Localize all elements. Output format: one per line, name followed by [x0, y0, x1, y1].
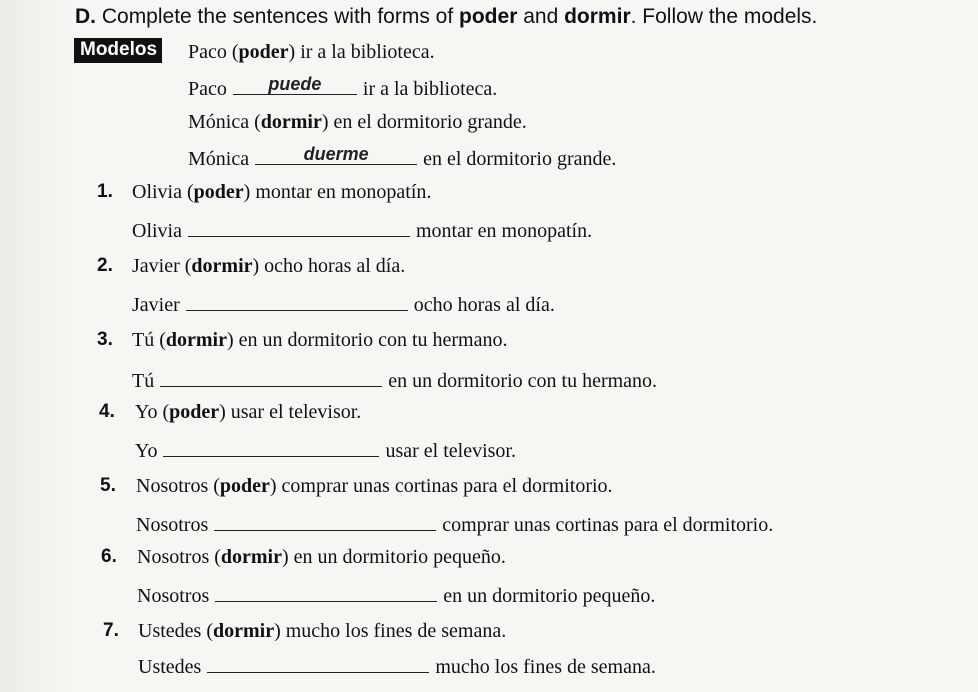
- prompt-before: Olivia (: [132, 181, 194, 203]
- prompt-verb: dormir: [260, 111, 322, 133]
- heading-verb-poder: poder: [459, 5, 518, 28]
- prompt-after: ) ocho horas al día.: [252, 255, 406, 277]
- prompt-verb: poder: [219, 475, 270, 497]
- exercise-5-number: 5.: [100, 475, 116, 496]
- prompt-after: ) en un dormitorio con tu hermano.: [226, 329, 508, 351]
- exercise-2-sentence: [132, 290, 555, 317]
- prompt-before: Ustedes (: [138, 620, 213, 642]
- exercise-4-sentence: [135, 436, 516, 463]
- prompt-before: Tú (: [132, 329, 166, 351]
- model-2-sentence: [188, 144, 616, 171]
- prompt-before: Nosotros (: [137, 546, 221, 568]
- prompt-before: Javier (: [132, 255, 192, 277]
- exercise-6-sentence: [137, 581, 655, 608]
- answer-blank[interactable]: [207, 652, 429, 673]
- answer-blank[interactable]: [233, 74, 357, 95]
- exercise-2-number: 2.: [97, 255, 113, 276]
- prompt-verb: poder: [169, 401, 220, 423]
- exercise-5-prompt: [136, 474, 613, 498]
- prompt-after: ) comprar unas cortinas para el dormitorio.: [269, 475, 613, 497]
- answer-blank[interactable]: [160, 366, 382, 387]
- prompt-after: ) ir a la biblioteca.: [288, 41, 435, 63]
- exercise-heading: [75, 5, 817, 29]
- exercise-6-prompt: [137, 545, 506, 569]
- prompt-before: Yo (: [135, 401, 170, 423]
- sentence-rest: comprar unas cortinas para el dormitorio.: [442, 514, 774, 536]
- answer-blank[interactable]: [214, 510, 436, 531]
- sentence-subject: Paco: [188, 78, 227, 100]
- sentence-subject: Mónica: [188, 148, 250, 170]
- exercise-7-sentence: [138, 652, 656, 679]
- answer-blank[interactable]: [255, 144, 417, 165]
- exercise-1-sentence: [132, 216, 592, 243]
- answer-text: puede: [268, 74, 322, 94]
- prompt-before: Nosotros (: [136, 475, 220, 497]
- prompt-verb: dormir: [165, 329, 227, 351]
- model-1-prompt: [188, 40, 435, 64]
- exercise-7-number: 7.: [103, 620, 119, 641]
- prompt-after: ) en el dormitorio grande.: [321, 111, 527, 133]
- prompt-after: ) montar en monopatín.: [243, 181, 432, 203]
- model-1-sentence: [188, 74, 497, 101]
- answer-blank[interactable]: [163, 436, 379, 457]
- sentence-rest: montar en monopatín.: [416, 220, 593, 242]
- heading-text-after: . Follow the models.: [630, 5, 818, 28]
- answer-text: duerme: [303, 144, 369, 164]
- exercise-1-number: 1.: [97, 181, 113, 202]
- sentence-rest: en un dormitorio con tu hermano.: [388, 370, 658, 392]
- sentence-subject: Nosotros: [136, 514, 209, 536]
- sentence-subject: Olivia: [132, 220, 182, 242]
- sentence-rest: ocho horas al día.: [413, 294, 555, 316]
- answer-blank[interactable]: [215, 581, 437, 602]
- page-shadow: [0, 0, 70, 692]
- exercise-4-number: 4.: [99, 401, 115, 422]
- sentence-subject: Nosotros: [137, 585, 210, 607]
- sentence-rest: mucho los fines de semana.: [435, 656, 656, 678]
- sentence-subject: Javier: [132, 294, 180, 316]
- exercise-4-prompt: [135, 400, 361, 424]
- sentence-rest: en un dormitorio pequeño.: [443, 585, 656, 607]
- sentence-subject: Tú: [132, 370, 155, 392]
- exercise-5-sentence: [136, 510, 773, 537]
- heading-text-before: Complete the sentences with forms of: [101, 5, 454, 28]
- sentence-rest: en el dormitorio grande.: [423, 148, 617, 170]
- exercise-6-number: 6.: [101, 546, 117, 567]
- exercise-1-prompt: [132, 180, 431, 204]
- prompt-before: Mónica (: [188, 111, 261, 133]
- prompt-after: ) mucho los fines de semana.: [274, 620, 507, 642]
- exercise-letter: D.: [75, 5, 96, 28]
- prompt-verb: poder: [193, 181, 244, 203]
- model-2-prompt: [188, 110, 527, 134]
- exercise-7-prompt: [138, 619, 506, 643]
- exercise-2-prompt: [132, 254, 405, 278]
- prompt-after: ) usar el televisor.: [219, 401, 362, 423]
- sentence-subject: Ustedes: [138, 656, 202, 678]
- prompt-verb: dormir: [212, 620, 275, 642]
- prompt-verb: poder: [238, 41, 289, 63]
- exercise-3-prompt: [132, 328, 507, 352]
- heading-verb-dormir: dormir: [564, 5, 631, 28]
- models-badge: Modelos: [74, 38, 162, 63]
- answer-blank[interactable]: [188, 216, 410, 237]
- sentence-rest: usar el televisor.: [385, 440, 516, 462]
- answer-blank[interactable]: [186, 290, 408, 311]
- prompt-verb: dormir: [191, 255, 253, 277]
- heading-text-and: and: [523, 5, 559, 28]
- prompt-after: ) en un dormitorio pequeño.: [281, 546, 506, 568]
- sentence-subject: Yo: [135, 440, 158, 462]
- exercise-3-number: 3.: [97, 329, 113, 350]
- sentence-rest: ir a la biblioteca.: [362, 78, 498, 100]
- prompt-before: Paco (: [188, 41, 239, 63]
- prompt-verb: dormir: [220, 546, 282, 568]
- exercise-3-sentence: [132, 366, 657, 393]
